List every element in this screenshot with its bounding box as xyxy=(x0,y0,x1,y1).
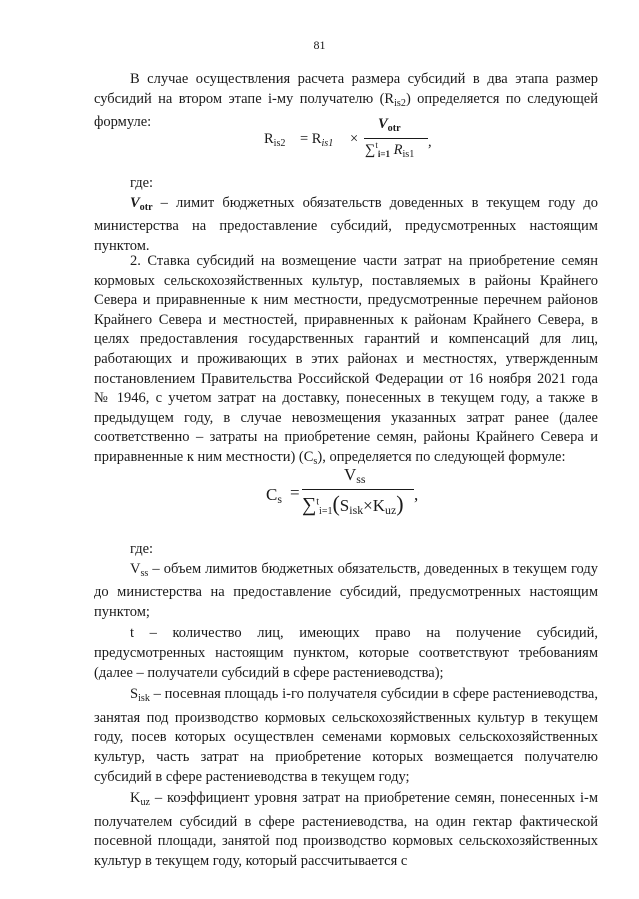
formula1-fraction-bar xyxy=(364,138,428,139)
where1-label: где: xyxy=(130,175,154,191)
formula2-lhs: $C_s$ xyxy=(266,485,282,506)
formula1-rhs-term: = $R_{is1}$ xyxy=(300,131,334,149)
item2-paragraph: 2. Ставка субсидий на возмещение части затрат на приобретение семян кормовых сельскохозяйственных культур, поставляемых в районы Крайнего Севера и приравненные к ним местности, предусмотренные перечнем районов Крайнего Севера и местностей, приравненных к районам Крайнего Севера, в целях предоставления государственных гарантий и компенсаций для лиц, работающих и проживающих в этих районах и местностях, утвержденным постановлением Правительства Российской Федерации от 16 ноября 2021 года № 1946, с учетом затрат на доставку, понесенных в текущем году, а также в предыдущем году, в случае невозмещения указанных затрат ранее (далее соответственно – затраты на приобретение семян, районы Крайнего Севера и приравненные к ним местности) $(C_s)$, определяется по следующей формуле: xyxy=(94,253,598,467)
formula2-numerator: $V_{ss}$ xyxy=(344,465,366,486)
formula2-denominator: $\sum^t_{i=1}(S_{isk}\times K_{uz})$ xyxy=(302,491,404,517)
definition-sisk: $S_{isk}$ – посевная площадь i-го получателя субсидии в сфере растениеводства, занятая под производство кормовых сельскохозяйственных культур в текущем году, посев которых осуществлен семенами кормовых сельскохозяйственных культур, часть затрат на приобретение которых возмещается получателю субсидий в сфере растениеводства в текущем году; xyxy=(94,686,598,785)
intro-line3: формуле: xyxy=(94,114,152,131)
definition-kuz: $K_{uz}$ – коэффициент уровня затрат на приобретение семян, понесенных i-м получателем субсидий в сфере растениеводства, на один гектар фактической посевной площади, занятой под производство кормовых сельскохозяйственных культур в текущем году, который рассчитывается с xyxy=(94,790,598,869)
formula1-comma: , xyxy=(428,134,432,150)
definition-t: t – количество лиц, имеющих право на получение субсидий, предусмотренных настоящим пунктом, которые соответствуют требованиям (далее – получатели субсидий в сфере растениеводства); xyxy=(94,625,598,681)
formula2-comma: , xyxy=(414,485,419,504)
page-number: 81 xyxy=(313,38,326,52)
formula1-numerator: $V_{otr}$ xyxy=(378,116,401,134)
formula2-eq: = xyxy=(290,483,300,502)
formula2-fraction-bar xyxy=(302,489,414,490)
where1-definition: $V_{otr}$ – лимит бюджетных обязательств доведенных в текущем году до министерства на предоставление субсидий, предусмотренных настоящим пунктом. xyxy=(94,194,598,254)
where2-label: где: xyxy=(130,541,154,557)
formula1-denominator: ∑$^t_{i=1}$ $R_{is1}$ xyxy=(365,140,415,160)
formula-cs xyxy=(266,465,426,527)
where1-block xyxy=(94,174,598,256)
where2-block xyxy=(94,540,598,872)
intro-line2: субсидий на втором этапе i-му получателю $(R_{is2})$ определяется по следующей xyxy=(94,90,598,109)
formula1-lhs: $R_{is2}$ xyxy=(264,131,286,149)
formula1-times: × xyxy=(350,131,359,147)
formula-ris2 xyxy=(264,116,434,164)
intro-line1: В случае осуществления расчета размера субсидий в два этапа размер xyxy=(130,71,598,87)
definition-vss: $V_{ss}$ – объем лимитов бюджетных обязательств, доведенных в текущем году до министерства на предоставление субсидий, предусмотренных настоящим пунктом; xyxy=(94,560,598,620)
